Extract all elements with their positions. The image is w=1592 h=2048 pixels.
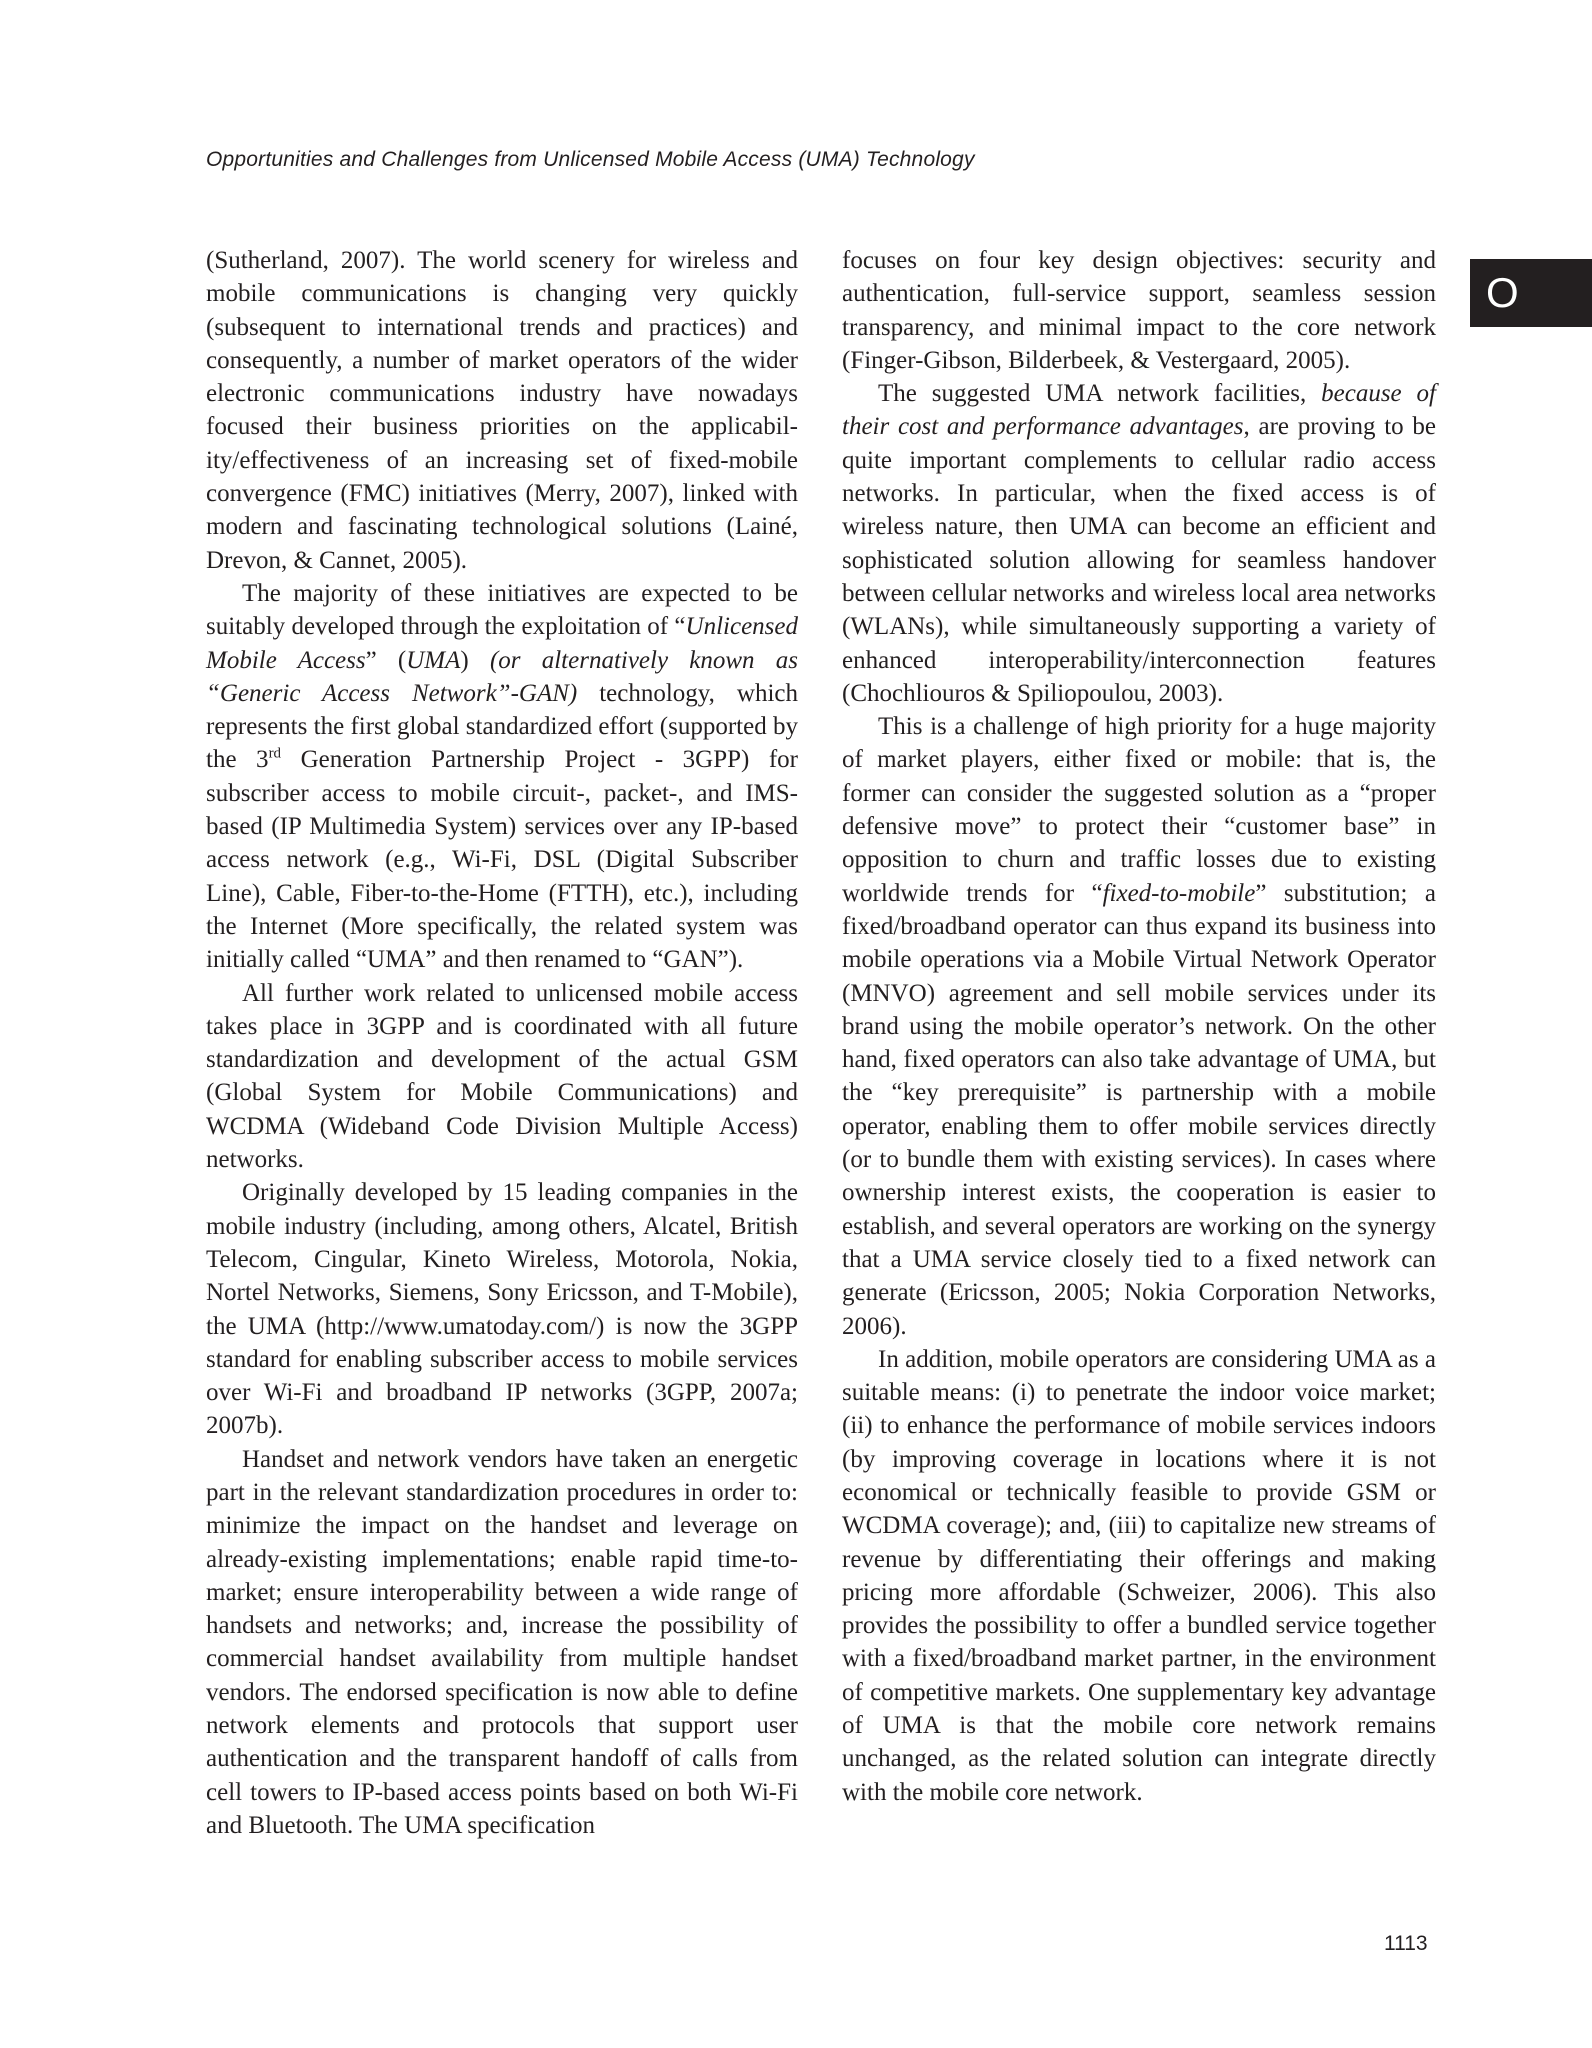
- emphasis: Unlicensed Mobile Access: [206, 613, 798, 674]
- text-run: ” (: [365, 646, 407, 674]
- text-run: The majority of these initiatives are expected to be suitably developed through the exploitation of “: [206, 579, 798, 641]
- text-run: Generation Partnership Project - 3GPP) for subscriber access to mobile circuit-, packet-, and IMS-based (IP Multimedia System) services over any IP-based access network (e.g., Wi-Fi, DSL (Digital Subscriber Line), Cable, Fiber-to-the-Home (FTTH), etc.), including the Internet (More specifically, the related system was initially called “UMA” and then renamed to “GAN”).: [206, 746, 799, 974]
- text-run: The suggested UMA network facilities,: [878, 380, 1322, 408]
- superscript: rd: [268, 746, 282, 763]
- paragraph: Originally developed by 15 leading companies in the mobile industry (including, among others, Alcatel, British Telecom, Cingular, Kineto Wireless, Motorola, Nokia, Nortel Networks, Siemens, Sony Ericsson, and T-Mobile), the UMA (http://www.umatoday.com/) is now the 3GPP standard for enabling subscriber access to mobile services over Wi-Fi and broadband IP networks (3GPP, 2007a; 2007b).: [206, 1179, 798, 1440]
- text-run: technology, which represents the first global standardized effort (supported by the 3: [206, 679, 799, 774]
- text-run: ): [460, 646, 490, 674]
- running-head: Opportunities and Challenges from Unlicensed Mobile Access (UMA) Technology: [206, 148, 975, 171]
- text-run: This is a challenge of high priority for a huge majority of market players, either fixed or mobile: that is, the former can consider the suggested solution as a “proper defensive move” to protect their “customer base” in opposition to churn and traffic losses due to existing worldwide trends for “: [842, 713, 1436, 907]
- emphasis: fixed-to-mobile: [1102, 879, 1256, 907]
- paragraph: [842, 377, 1436, 710]
- text-run: ” substitution; a fixed/broadband operator can thus expand its business into mobile operations via a Mobile Virtual Network Operator (MNVO) agreement and sell mobile services under its brand using the mobile operator’s network. On the other hand, fixed operators can also take advantage of UMA, but the “key prerequisite” is partnership with a mobile operator, enabling them to offer mobile services directly (or to bundle them with existing services). In cases where ownership interest exists, the cooperation is easier to establish, and several operators are working on the synergy that a UMA service closely tied to a fixed network can generate (Ericsson, 2005; Nokia Corporation Networks, 2006).: [842, 879, 1437, 1340]
- page-number: 1113: [1384, 1932, 1428, 1955]
- section-tab: O: [1470, 259, 1592, 327]
- paragraph: Handset and network vendors have taken an energetic part in the relevant standardization procedures in order to: minimize the impact on the handset and leverage on already-existing implementations; enable rapid time-to-market; ensure interoperability between a wide range of handsets and networks; and, increase the possibility of commercial handset availability from multiple handset vendors. The endorsed specification is now able to define network elements and protocols that support user authentication and the transparent handoff of calls from cell towers to IP-based access points based on both Wi-Fi and Bluetooth. The UMA specification: [206, 1445, 798, 1839]
- right-column: [842, 244, 1436, 1809]
- paragraph: All further work related to unlicensed mobile access takes place in 3GPP and is coordinated with all future standardization and development of the actual GSM (Global System for Mobile Communications) and WCDMA (Wideband Code Division Multiple Access) networks.: [206, 979, 798, 1174]
- paragraph: [842, 710, 1436, 1343]
- emphasis: because of their cost and performance advantages: [842, 380, 1436, 441]
- paragraph: In addition, mobile operators are considering UMA as a suitable means: (i) to penetrate the indoor voice market; (ii) to enhance the performance of mobile services indoors (by improving coverage in locations where it is not economical or technically feasible to provide GSM or WCDMA coverage); and, (iii) to capitalize new streams of revenue by differentiating their offerings and making pricing more affordable (Schweizer, 2006). This also provides the possibility to offer a bundled service together with a fixed/broadband market partner, in the environment of competitive markets. One supplementary key advantage of UMA is that the mobile core network remains unchanged, as the related solution can integrate directly with the mobile core network.: [842, 1345, 1436, 1806]
- paragraph: (Sutherland, 2007). The world scenery for wireless and mobile communications is changing very quickly (subsequent to international trends and practices) and consequently, a number of market operators of the wider electronic communications industry have nowadays focused their business priorities on the applicability/effectiveness of an increasing set of fixed-mobile convergence (FMC) initiatives (Merry, 2007), linked with modern and fascinating technological solutions (Lainé, Drevon, & Cannet, 2005).: [206, 247, 798, 574]
- emphasis: (or alternatively known as “Generic Access Network”-GAN): [206, 646, 798, 707]
- emphasis: UMA: [406, 646, 461, 674]
- left-column: [206, 244, 798, 1842]
- paragraph: [206, 577, 798, 977]
- text-run: , are proving to be quite important complements to cellular radio access networks. In particular, when the fixed access is of wireless nature, then UMA can become an efficient and sophisticated solution allowing for seamless handover between cellular networks and wireless local area networks (WLANs), while simultaneously supporting a variety of enhanced interoperability/interconnection features (Chochliouros & Spiliopoulou, 2003).: [842, 413, 1436, 707]
- paragraph: focuses on four key design objectives: security and authentication, full-service support, seamless session transparency, and minimal impact to the core network (Finger-Gibson, Bilderbeek, & Vestergaard, 2005).: [842, 247, 1436, 374]
